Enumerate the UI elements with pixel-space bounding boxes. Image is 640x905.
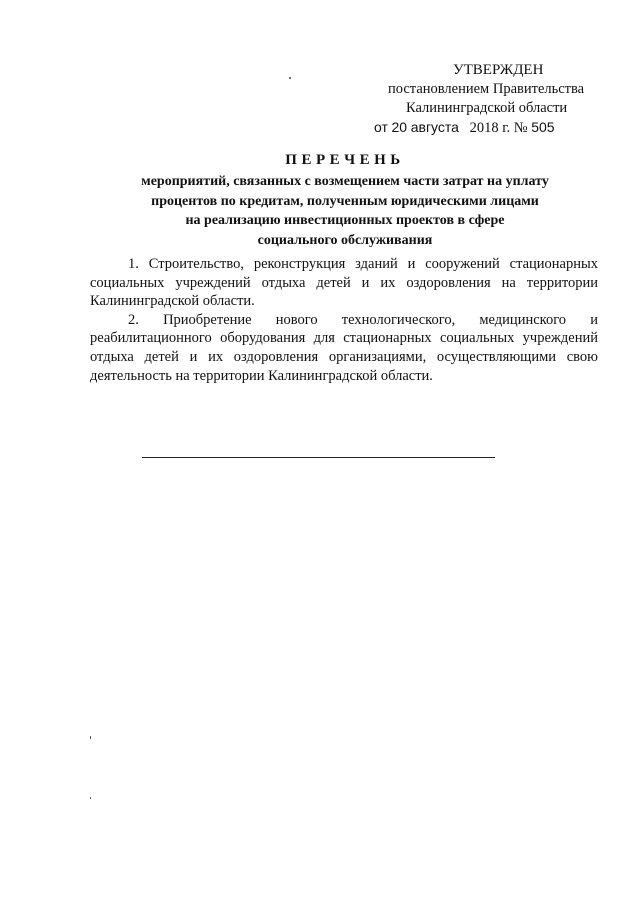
scan-speck (90, 736, 91, 739)
list-body (90, 255, 598, 385)
document-heading (90, 150, 600, 250)
scan-speck (90, 797, 91, 799)
heading-line-3: на реализацию инвестиционных проектов в сфере (185, 213, 505, 228)
approval-stamp (350, 61, 590, 138)
approval-title: УТВЕРЖДЕН (453, 62, 544, 78)
heading-line-4: социального обслуживания (257, 232, 433, 248)
approval-date (350, 118, 590, 138)
approval-line-2: Калининградской области (406, 100, 568, 116)
list-item-2: 2. Приобретение нового технологического, медицинского и реабилитационного оборудования для стационарных социальных учреждений отдыха детей и их оздоровления организациями, осуществляющими свою деятельность на территории Калининградской области. (90, 311, 598, 384)
date-month: августа (410, 119, 459, 135)
scan-speck (289, 77, 291, 79)
document-title: ПЕРЕЧЕНЬ (285, 152, 405, 168)
date-prefix: от (374, 119, 388, 135)
date-day: 20 (391, 119, 408, 135)
closing-rule (142, 457, 495, 458)
list-item-1: 1. Строительство, реконструкция зданий и сооружений стационарных социальных учреждений отдыха детей и их оздоровления на территории Калининградской области. (90, 256, 598, 310)
heading-line-2: процентов по кредитам, полученным юридическими лицами (151, 193, 539, 209)
heading-line-1: мероприятий, связанных с возмещением части затрат на уплату (141, 174, 549, 189)
date-year: 2018 г. № (469, 120, 528, 136)
date-number: 505 (531, 119, 555, 135)
approval-line-1: постановлением Правительства (388, 81, 585, 97)
